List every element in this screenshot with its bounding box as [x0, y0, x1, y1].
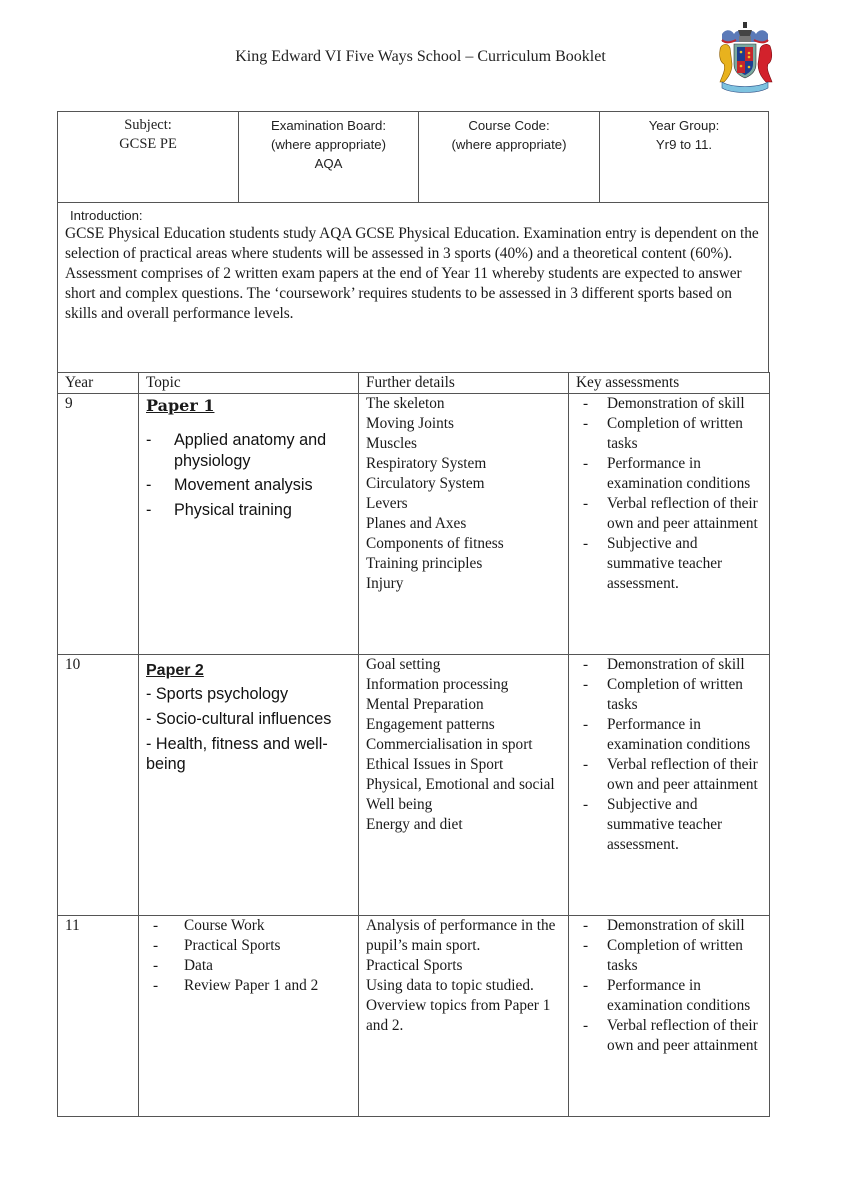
- list-item: - Health, fitness and well-being: [146, 735, 328, 773]
- detail-item: Circulatory System: [366, 475, 485, 492]
- subject-value: GCSE PE: [119, 136, 177, 152]
- detail-item: Respiratory System: [366, 455, 487, 472]
- detail-item: Physical, Emotional and social Well being: [366, 776, 555, 813]
- detail-item: Mental Preparation: [366, 696, 484, 713]
- detail-item: Moving Joints: [366, 415, 454, 432]
- details-cell: [359, 394, 569, 655]
- list-item: - Course Work: [153, 917, 265, 934]
- list-item: - Subjective and summative teacher assessment.: [583, 535, 723, 592]
- header-topic: Topic: [139, 373, 359, 394]
- topic-cell: [139, 916, 359, 1117]
- table-header-row: [58, 373, 770, 394]
- year-cell: 9: [58, 394, 139, 655]
- detail-item: The skeleton: [366, 395, 445, 412]
- list-item: - Demonstration of skill: [583, 395, 745, 412]
- list-item: - Completion of written tasks: [583, 415, 743, 452]
- detail-item: Analysis of performance in the pupil’s main sport.: [366, 917, 556, 954]
- list-item: - Verbal reflection of their own and peer attainment: [583, 495, 758, 532]
- course-info-box: [57, 111, 769, 373]
- list-item: - Completion of written tasks: [583, 937, 743, 974]
- year-group-value: Yr9 to 11.: [655, 137, 713, 152]
- topic-list: [146, 430, 352, 520]
- curriculum-table: [57, 372, 770, 1117]
- year-cell: 10: [58, 655, 139, 916]
- topic-list: [146, 684, 352, 774]
- header-year: Year: [58, 373, 139, 394]
- exam-board-value: AQA: [314, 156, 343, 171]
- table-row: [58, 916, 770, 1117]
- list-item: - Movement analysis: [146, 476, 313, 494]
- table-row: [58, 655, 770, 916]
- list-item: - Physical training: [146, 500, 292, 519]
- detail-item: Using data to topic studied.: [366, 977, 534, 994]
- exam-board-note: (where appropriate): [270, 137, 387, 152]
- details-cell: [359, 916, 569, 1117]
- subject-cell: [58, 112, 238, 202]
- detail-item: Information processing: [366, 676, 509, 693]
- list-item: - Practical Sports: [153, 937, 281, 954]
- exam-board-cell: [238, 112, 418, 202]
- year-group-label: Year Group:: [648, 118, 720, 133]
- paper-title: Paper 1: [146, 396, 215, 415]
- list-item: - Applied anatomy and physiology: [146, 431, 327, 470]
- list-item: - Performance in examination conditions: [583, 977, 751, 1014]
- list-item: - Socio-cultural influences: [146, 710, 332, 728]
- detail-item: Commercialisation in sport: [366, 736, 533, 753]
- list-item: - Subjective and summative teacher assessment.: [583, 796, 723, 853]
- subject-label: Subject:: [124, 117, 172, 133]
- details-cell: [359, 655, 569, 916]
- topic-cell: [139, 655, 359, 916]
- list-item: - Demonstration of skill: [583, 917, 745, 934]
- year-group-cell: [599, 112, 768, 202]
- page-header-title: King Edward VI Five Ways School – Curriculum Booklet: [235, 48, 606, 65]
- detail-item: Muscles: [366, 435, 417, 452]
- detail-item: Goal setting: [366, 656, 441, 673]
- list-item: - Verbal reflection of their own and peer attainment: [583, 1017, 758, 1054]
- detail-item: Planes and Axes: [366, 515, 467, 532]
- year-cell: 11: [58, 916, 139, 1117]
- topic-list: [146, 916, 352, 996]
- assessments-cell: [569, 394, 770, 655]
- introduction-section: [58, 203, 768, 373]
- exam-board-label: Examination Board:: [270, 118, 387, 133]
- school-crest-icon: [716, 20, 774, 96]
- paper-title: Paper 2: [146, 662, 204, 679]
- detail-item: Practical Sports: [366, 957, 463, 974]
- header-further-details: Further details: [359, 373, 569, 394]
- list-item: - Performance in examination conditions: [583, 716, 751, 753]
- list-item: - Sports psychology: [146, 685, 289, 703]
- detail-item: Engagement patterns: [366, 716, 495, 733]
- introduction-label: Introduction:: [70, 208, 143, 223]
- detail-item: Injury: [366, 575, 404, 592]
- list-item: - Verbal reflection of their own and peer attainment: [583, 756, 758, 793]
- list-item: - Data: [153, 957, 213, 974]
- course-code-label: Course Code:: [468, 118, 550, 133]
- course-code-cell: [418, 112, 599, 202]
- list-item: - Review Paper 1 and 2: [153, 977, 319, 994]
- list-item: - Performance in examination conditions: [583, 455, 751, 492]
- assessments-cell: [569, 916, 770, 1117]
- header-key-assessments: Key assessments: [569, 373, 770, 394]
- introduction-text: GCSE Physical Education students study AQA GCSE Physical Education. Examination entry is dependent on the selection of practical areas where students will be assessed in 3 sports (40%) and a theoretical content (60%). Assessment comprises of 2 written exam papers at the end of Year 11 whereby students are expected to answer short and complex questions. The ‘coursework’ requires students to be assessed in 3 different sports based on skills and overall performance levels.: [65, 225, 759, 322]
- detail-item: Overview topics from Paper 1 and 2.: [366, 997, 551, 1034]
- detail-item: Training principles: [366, 555, 483, 572]
- detail-item: Energy and diet: [366, 816, 463, 833]
- course-meta-row: [58, 112, 768, 203]
- assessments-cell: [569, 655, 770, 916]
- topic-cell: [139, 394, 359, 655]
- detail-item: Components of fitness: [366, 535, 504, 552]
- table-row: [58, 394, 770, 655]
- detail-item: Ethical Issues in Sport: [366, 756, 504, 773]
- list-item: - Demonstration of skill: [583, 656, 745, 673]
- list-item: - Completion of written tasks: [583, 676, 743, 713]
- detail-item: Levers: [366, 495, 408, 512]
- course-code-note: (where appropriate): [451, 137, 567, 152]
